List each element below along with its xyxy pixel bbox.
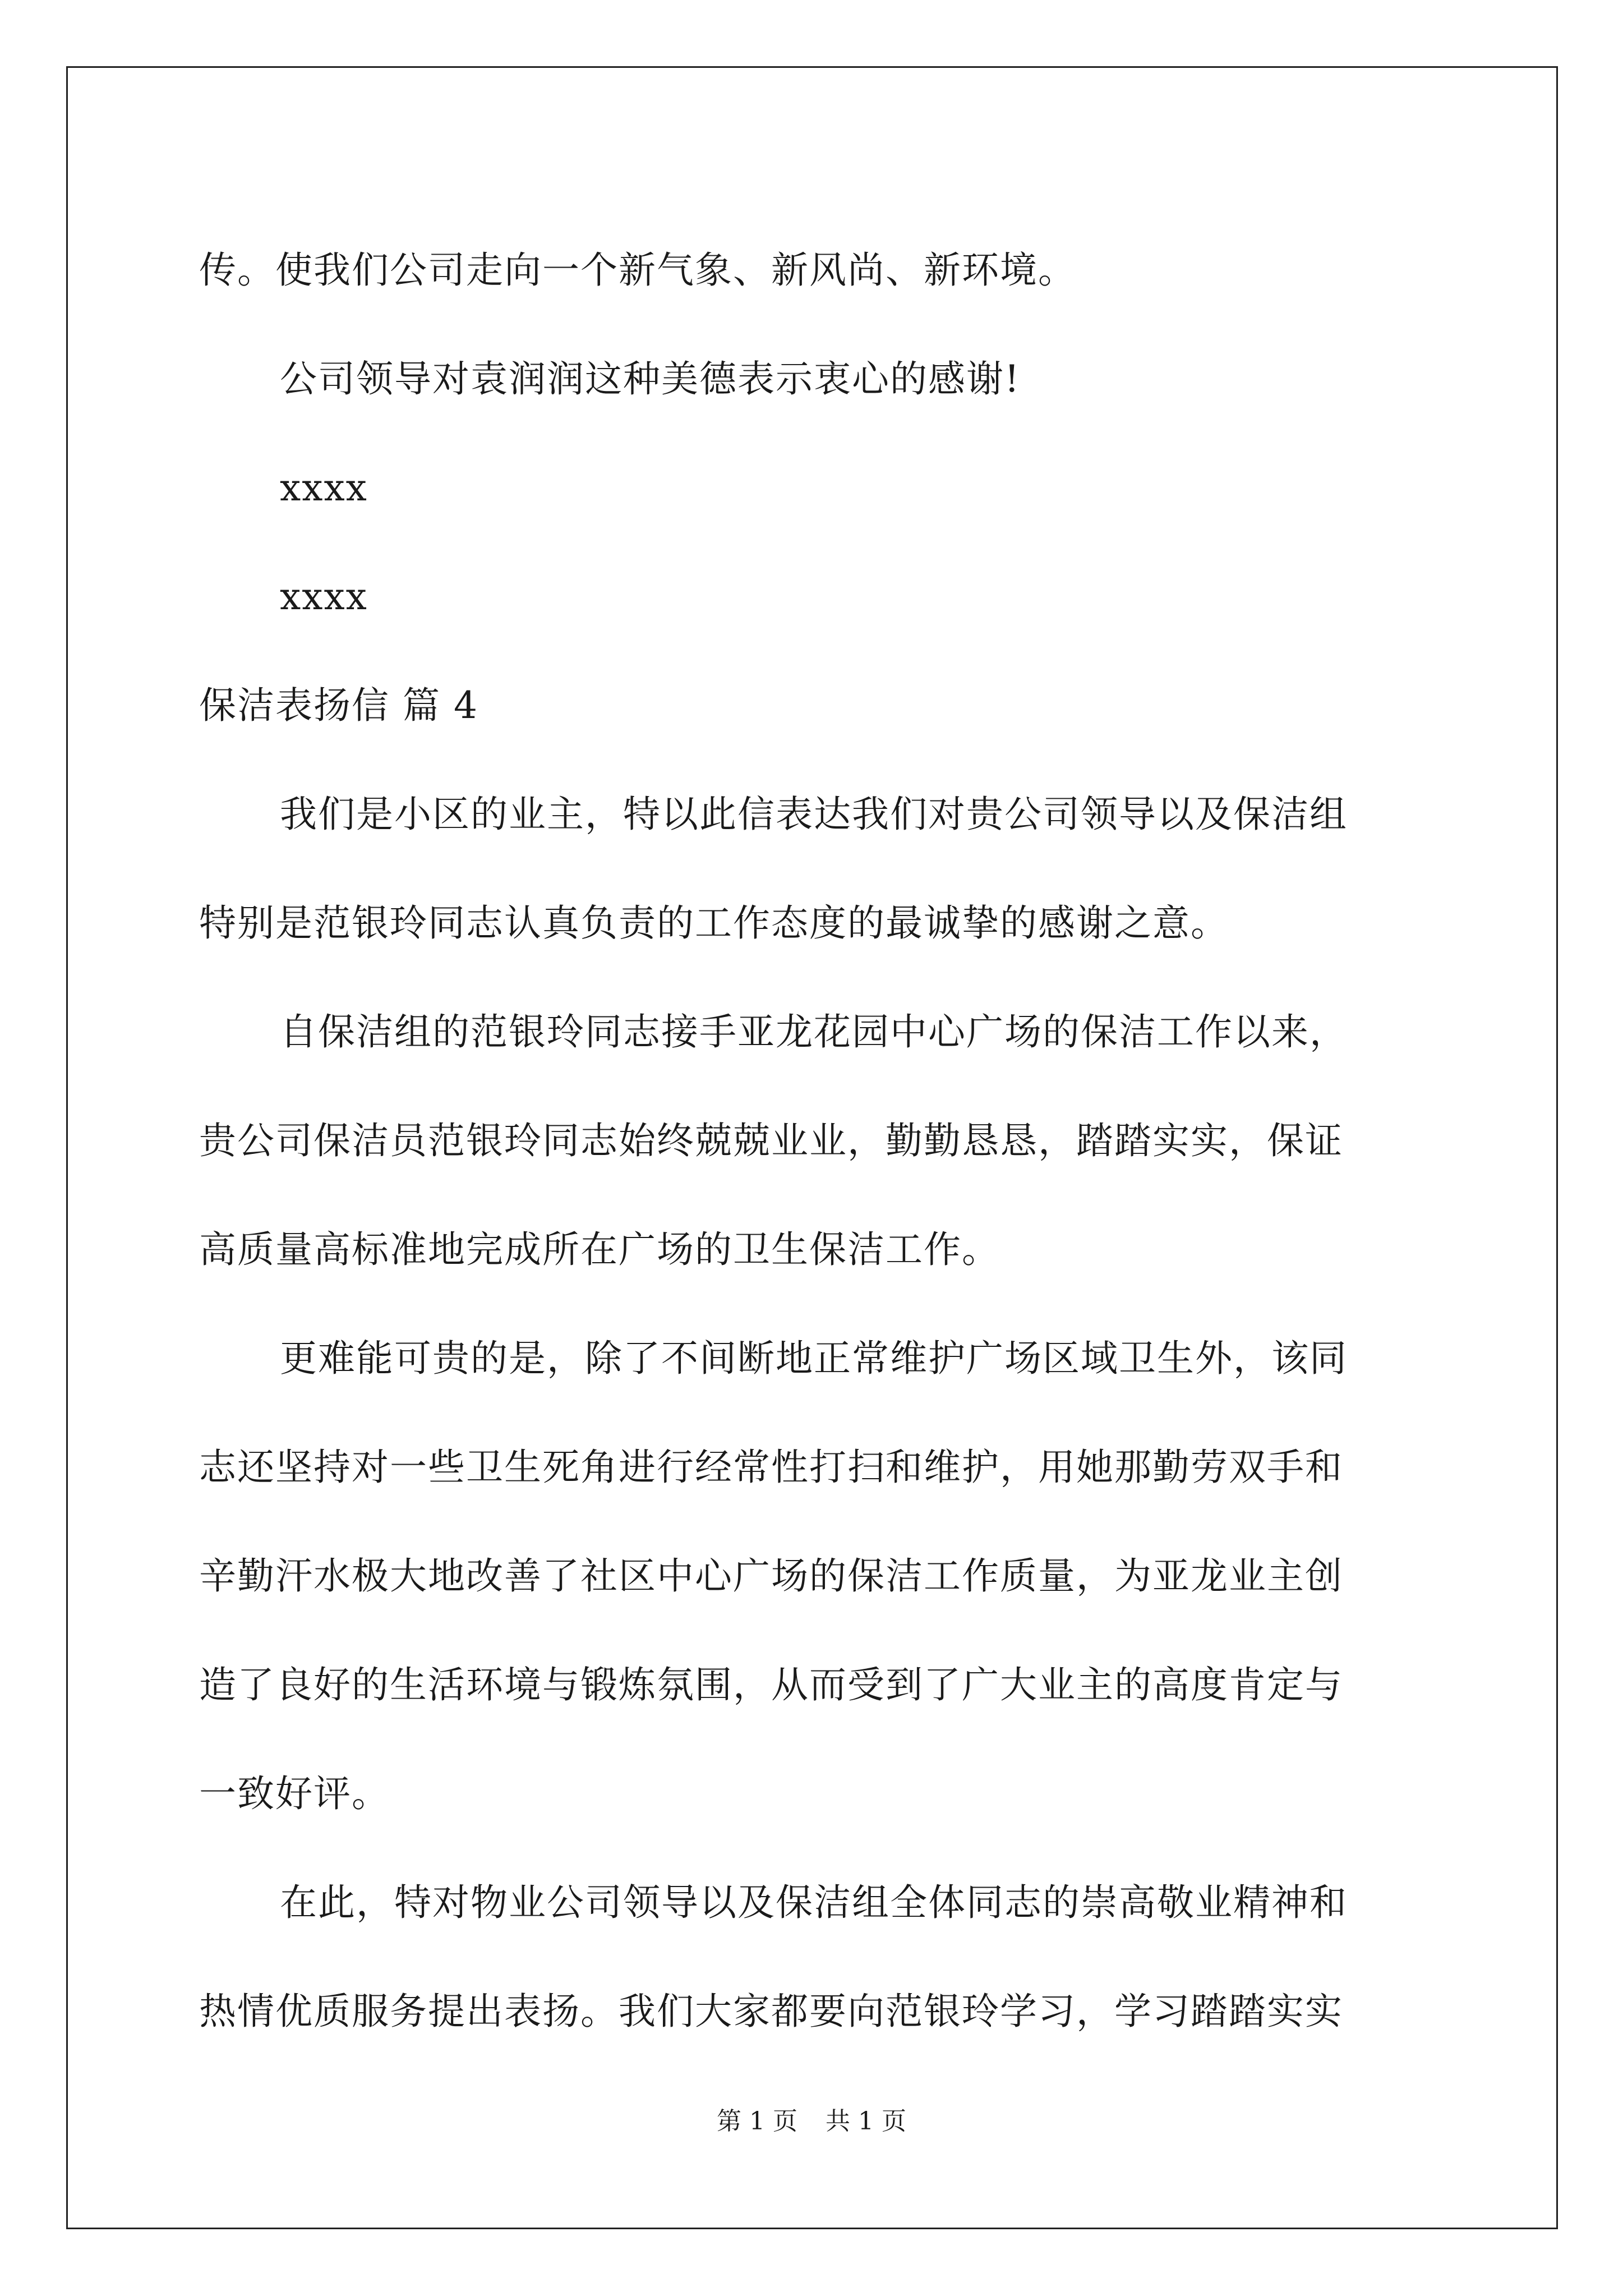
paragraph-line: 志还坚持对一些卫生死角进行经常性打扫和维护，用她那勤劳双手和 (199, 1446, 1343, 1489)
paragraph-line: 我们是小区的业主，特以此信表达我们对贵公司领导以及保洁组 (280, 793, 1348, 836)
paragraph-line: 自保洁组的范银玲同志接手亚龙花园中心广场的保洁工作以来， (280, 1010, 1348, 1053)
paragraph-line: 高质量高标准地完成所在广场的卫生保洁工作。 (199, 1228, 1000, 1271)
paragraph-line: 一致好评。 (199, 1772, 390, 1815)
paragraph-line: 热情优质服务提出表扬。我们大家都要向范银玲学习，学习踏踏实实 (199, 1990, 1343, 2033)
paragraph-line: 特别是范银玲同志认真负责的工作态度的最诚挚的感谢之意。 (199, 901, 1229, 945)
document-body (199, 216, 1433, 2066)
paragraph-line: 贵公司保洁员范银玲同志始终兢兢业业，勤勤恳恳，踏踏实实，保证 (199, 1119, 1343, 1162)
paragraph-line: 造了良好的生活环境与锻炼氛围，从而受到了广大业主的高度肯定与 (199, 1663, 1343, 1706)
section-heading: 保洁表扬信 篇 4 (199, 684, 478, 727)
paragraph-line: 公司领导对袁润润这种美德表示衷心的感谢! (280, 357, 1021, 401)
date-line: xxxx (280, 575, 368, 618)
paragraph-line: 辛勤汗水极大地改善了社区中心广场的保洁工作质量，为亚龙业主创 (199, 1554, 1343, 1598)
page-footer (0, 2101, 1623, 2137)
paragraph-line: 在此，特对物业公司领导以及保洁组全体同志的崇高敬业精神和 (280, 1881, 1348, 1924)
paragraph-line: 传。使我们公司走向一个新气象、新风尚、新环境。 (199, 249, 1076, 292)
paragraph-line: 更难能可贵的是，除了不间断地正常维护广场区域卫生外，该同 (280, 1337, 1348, 1380)
page-number: 第 1 页 (717, 2107, 797, 2136)
page-total: 共 1 页 (826, 2107, 906, 2136)
signature-line: xxxx (280, 466, 368, 509)
